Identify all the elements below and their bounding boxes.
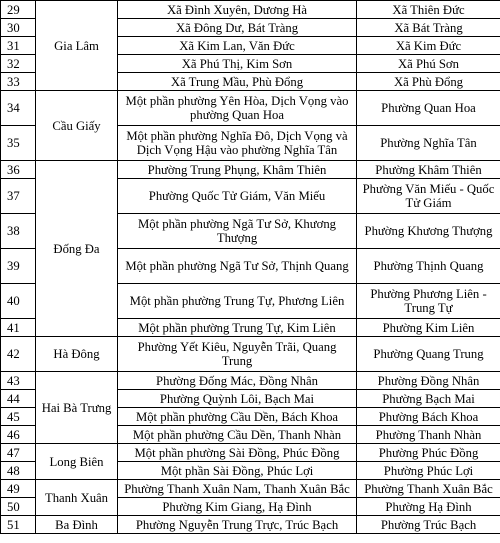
district-cell: Cầu Giấy — [36, 91, 118, 161]
new-unit-name-cell: Phường Hạ Đình — [357, 498, 500, 516]
new-unit-name-cell: Phường Nghĩa Tân — [357, 126, 500, 161]
merged-units-cell: Một phần phường Nghĩa Đô, Dịch Vọng và Dịch Vọng Hậu vào phường Nghĩa Tân — [118, 126, 357, 161]
new-unit-name-cell: Xã Thiên Đức — [357, 1, 500, 19]
new-unit-name-cell: Phường Phương Liên - Trung Tự — [357, 284, 500, 319]
merged-units-cell: Một phần phường Cầu Dền, Bách Khoa — [118, 408, 357, 426]
row-number-cell: 31 — [1, 37, 36, 55]
merged-units-cell: Một phần phường Ngã Tư Sở, Thịnh Quang — [118, 249, 357, 284]
row-number-cell: 33 — [1, 73, 36, 91]
row-number-cell: 49 — [1, 480, 36, 498]
new-unit-name-cell: Phường Trúc Bạch — [357, 516, 500, 534]
row-number-cell: 40 — [1, 284, 36, 319]
district-cell: Hai Bà Trưng — [36, 372, 118, 444]
merged-units-cell: Phường Đống Mác, Đồng Nhân — [118, 372, 357, 390]
merged-units-cell: Một phần phường Cầu Dền, Thanh Nhàn — [118, 426, 357, 444]
row-number-cell: 50 — [1, 498, 36, 516]
new-unit-name-cell: Phường Bách Khoa — [357, 408, 500, 426]
row-number-cell: 34 — [1, 91, 36, 126]
table-row — [1, 480, 500, 498]
row-number-cell: 41 — [1, 319, 36, 337]
new-unit-name-cell: Phường Quan Hoa — [357, 91, 500, 126]
new-unit-name-cell: Phường Khâm Thiên — [357, 161, 500, 179]
merged-units-cell: Phường Thanh Xuân Nam, Thanh Xuân Bắc — [118, 480, 357, 498]
row-number-cell: 30 — [1, 19, 36, 37]
merged-units-cell: Một phần Sài Đồng, Phúc Lợi — [118, 462, 357, 480]
merged-units-cell: Một phần phường Ngã Tư Sở, Khương Thượng — [118, 214, 357, 249]
district-cell: Gia Lâm — [36, 1, 118, 91]
row-number-cell: 45 — [1, 408, 36, 426]
table-row — [1, 91, 500, 126]
new-unit-name-cell: Phường Quang Trung — [357, 337, 500, 372]
row-number-cell: 47 — [1, 444, 36, 462]
merged-units-cell: Xã Đông Dư, Bát Tràng — [118, 19, 357, 37]
row-number-cell: 32 — [1, 55, 36, 73]
table-row — [1, 337, 500, 372]
new-unit-name-cell: Phường Đồng Nhân — [357, 372, 500, 390]
new-unit-name-cell: Phường Bạch Mai — [357, 390, 500, 408]
row-number-cell: 38 — [1, 214, 36, 249]
merged-units-cell: Một phần phường Yên Hòa, Dịch Vọng vào phường Quan Hoa — [118, 91, 357, 126]
merged-units-cell: Một phần phường Trung Tự, Phương Liên — [118, 284, 357, 319]
merged-units-cell: Phường Quỳnh Lôi, Bạch Mai — [118, 390, 357, 408]
new-unit-name-cell: Phường Thanh Xuân Bắc — [357, 480, 500, 498]
row-number-cell: 42 — [1, 337, 36, 372]
merged-units-cell: Phường Trung Phụng, Khâm Thiên — [118, 161, 357, 179]
row-number-cell: 46 — [1, 426, 36, 444]
merged-units-cell: Xã Trung Mầu, Phù Đổng — [118, 73, 357, 91]
new-unit-name-cell: Phường Phúc Đồng — [357, 444, 500, 462]
row-number-cell: 51 — [1, 516, 36, 534]
new-unit-name-cell: Xã Phú Sơn — [357, 55, 500, 73]
merged-units-cell: Một phần phường Trung Tự, Kim Liên — [118, 319, 357, 337]
table-row — [1, 161, 500, 179]
row-number-cell: 36 — [1, 161, 36, 179]
merged-units-cell: Phường Yết Kiêu, Nguyễn Trãi, Quang Trung — [118, 337, 357, 372]
new-unit-name-cell: Xã Bát Tràng — [357, 19, 500, 37]
row-number-cell: 48 — [1, 462, 36, 480]
row-number-cell: 35 — [1, 126, 36, 161]
merged-units-cell: Xã Kim Lan, Văn Đức — [118, 37, 357, 55]
new-unit-name-cell: Phường Khương Thượng — [357, 214, 500, 249]
merged-units-cell: Xã Đình Xuyên, Dương Hà — [118, 1, 357, 19]
new-unit-name-cell: Xã Kim Đức — [357, 37, 500, 55]
merged-units-cell: Phường Nguyễn Trung Trực, Trúc Bạch — [118, 516, 357, 534]
row-number-cell: 29 — [1, 1, 36, 19]
table-body — [1, 1, 500, 534]
new-unit-name-cell: Phường Thịnh Quang — [357, 249, 500, 284]
row-number-cell: 37 — [1, 179, 36, 214]
merged-units-cell: Phường Quốc Tử Giám, Văn Miếu — [118, 179, 357, 214]
table-row — [1, 516, 500, 534]
new-unit-name-cell: Xã Phù Đổng — [357, 73, 500, 91]
new-unit-name-cell: Phường Kim Liên — [357, 319, 500, 337]
district-cell: Hà Đông — [36, 337, 118, 372]
new-unit-name-cell: Phường Thanh Nhàn — [357, 426, 500, 444]
table-row — [1, 372, 500, 390]
district-cell: Long Biên — [36, 444, 118, 480]
district-cell: Thanh Xuân — [36, 480, 118, 516]
row-number-cell: 39 — [1, 249, 36, 284]
row-number-cell: 44 — [1, 390, 36, 408]
table-row — [1, 1, 500, 19]
new-unit-name-cell: Phường Phúc Lợi — [357, 462, 500, 480]
new-unit-name-cell: Phường Văn Miếu - Quốc Tử Giám — [357, 179, 500, 214]
district-cell: Đống Đa — [36, 161, 118, 337]
merged-units-cell: Một phần phường Sài Đồng, Phúc Đồng — [118, 444, 357, 462]
row-number-cell: 43 — [1, 372, 36, 390]
table-row — [1, 444, 500, 462]
merged-units-cell: Phường Kim Giang, Hạ Đình — [118, 498, 357, 516]
merged-units-cell: Xã Phú Thị, Kim Sơn — [118, 55, 357, 73]
district-cell: Ba Đình — [36, 516, 118, 534]
